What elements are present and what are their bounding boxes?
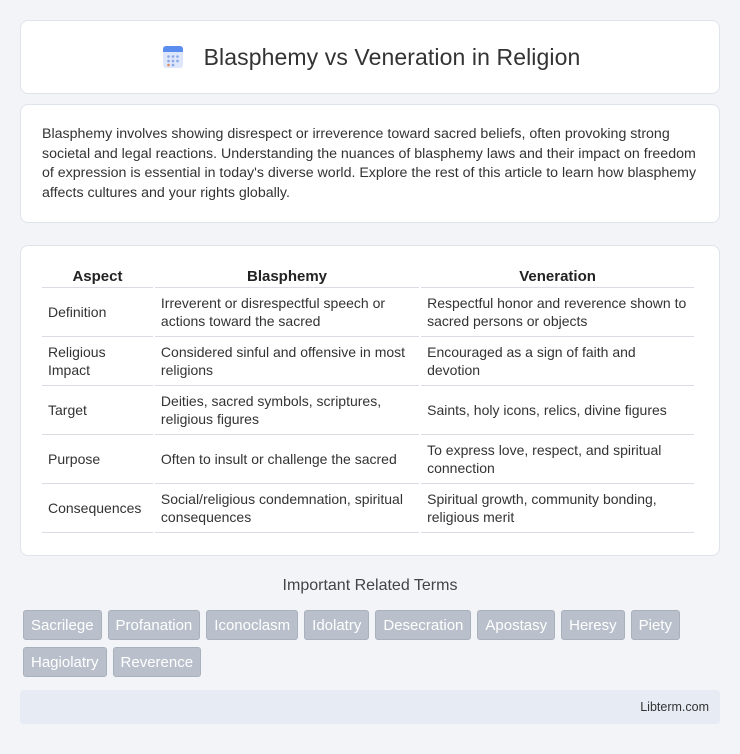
row-aspect: Target [42,386,153,435]
row-blasphemy: Social/religious condemnation, spiritual consequences [155,484,419,533]
tag-hagiolatry[interactable]: Hagiolatry [23,647,107,677]
row-veneration: Respectful honor and reverence shown to sacred persons or objects [421,288,694,337]
tag-iconoclasm[interactable]: Iconoclasm [206,610,298,640]
header-card [20,20,720,94]
document-icon [160,44,186,70]
page-title: Blasphemy vs Veneration in Religion [203,43,581,70]
row-blasphemy: Often to insult or challenge the sacred [155,435,419,484]
title-wrap [160,44,581,71]
row-aspect: Religious Impact [42,337,153,386]
tag-apostasy[interactable]: Apostasy [477,610,555,640]
table-row [42,484,694,533]
table-row [42,337,694,386]
row-aspect: Definition [42,288,153,337]
table-header-row [42,263,694,288]
row-veneration: To express love, respect, and spiritual connection [421,435,694,484]
row-veneration: Encouraged as a sign of faith and devotion [421,337,694,386]
tag-idolatry[interactable]: Idolatry [304,610,369,640]
tag-heresy[interactable]: Heresy [561,610,625,640]
row-blasphemy: Deities, sacred symbols, scriptures, religious figures [155,386,419,435]
row-veneration: Saints, holy icons, relics, divine figures [421,386,694,435]
table-row [42,435,694,484]
related-terms-title: Important Related Terms [282,577,458,594]
row-blasphemy: Irreverent or disrespectful speech or actions toward the sacred [155,288,419,337]
header-blasphemy: Blasphemy [155,263,419,288]
row-blasphemy: Considered sinful and offensive in most religions [155,337,419,386]
footer [20,690,720,724]
tag-profanation[interactable]: Profanation [108,610,201,640]
intro-card [20,104,720,223]
comparison-table [40,263,696,533]
table-row [42,288,694,337]
comparison-card [20,245,720,556]
footer-site-link[interactable]: Libterm.com [640,700,709,714]
header-veneration: Veneration [421,263,694,288]
table-row [42,386,694,435]
tag-piety[interactable]: Piety [631,610,680,640]
intro-paragraph: Blasphemy involves showing disrespect or irreverence toward sacred beliefs, often provoking strong societal and legal reactions. Understanding the nuances of blasphemy laws and their impact on freedom of expression is essential in today's diverse world. Explore the rest of this article to learn how blasphemy affects cultures and your rights globally. [42,126,697,201]
tag-sacrilege[interactable]: Sacrilege [23,610,102,640]
header-aspect: Aspect [42,263,153,288]
related-terms-list [23,610,723,677]
row-aspect: Purpose [42,435,153,484]
tag-reverence[interactable]: Reverence [113,647,202,677]
row-veneration: Spiritual growth, community bonding, religious merit [421,484,694,533]
row-aspect: Consequences [42,484,153,533]
tag-desecration[interactable]: Desecration [375,610,471,640]
